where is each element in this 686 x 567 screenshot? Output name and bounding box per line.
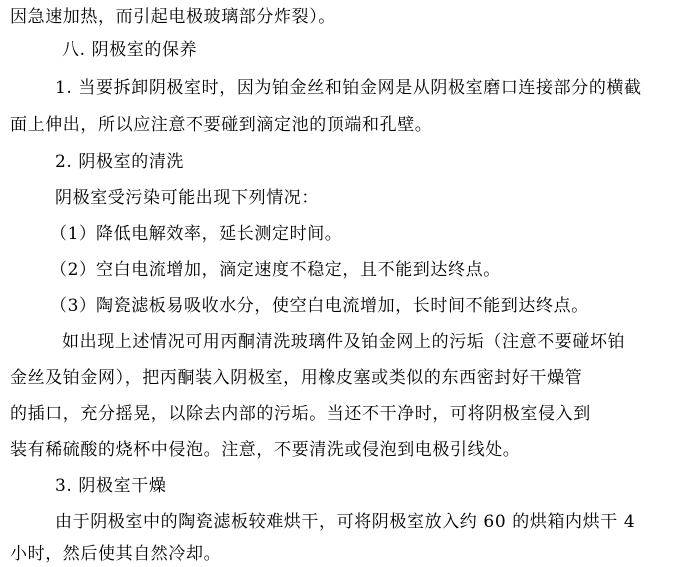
paragraph-line: 由于阴极室中的陶瓷滤板较难烘干，可将阴极室放入约 60 的烘箱内烘干 4 <box>55 512 636 532</box>
paragraph-line: 如出现上述情况可用丙酮清洗玻璃件及铂金网上的污垢（注意不要碰坏铂 <box>62 332 626 352</box>
paragraph-line: 面上伸出，所以应注意不要碰到滴定池的顶端和孔壁。 <box>10 115 433 135</box>
list-item-text: 降低电解效率，延长测定时间。 <box>96 224 343 244</box>
list-item <box>50 294 589 318</box>
paragraph-line: 小时，然后使其自然冷却。 <box>10 544 222 564</box>
list-item-text: 陶瓷滤板易吸收水分，使空白电流增加，长时间不能到达终点。 <box>96 296 589 316</box>
list-item-text: 空白电流增加，滴定速度不稳定，且不能到达终点。 <box>96 260 501 280</box>
section-heading-cathode-maintenance: 八. 阴极室的保养 <box>62 40 198 60</box>
list-item-marker: （2） <box>50 260 97 280</box>
paragraph-line: 因急速加热，而引起电极玻璃部分炸裂）。 <box>10 7 336 27</box>
paragraph-line: 阴极室受污染可能出现下列情况： <box>55 188 319 208</box>
paragraph-line: 金丝及铂金网），把丙酮装入阴极室，用橡皮塞或类似的东西密封好干燥管 <box>10 368 583 388</box>
list-item <box>50 258 501 282</box>
paragraph-line: 装有稀硫酸的烧杯中侵泡。注意，不要清洗或侵泡到电极引线处。 <box>10 440 521 460</box>
subsection-heading-drying: 3. 阴极室干燥 <box>55 476 167 496</box>
paragraph-line: 1. 当要拆卸阴极室时，因为铂金丝和铂金网是从阴极室磨口连接部分的横截 <box>55 78 642 98</box>
list-item <box>50 222 342 246</box>
paragraph-line: 的插口，充分摇晃，以除去内部的污垢。当还不干净时，可将阴极室侵入到 <box>10 404 591 424</box>
subsection-heading-cleaning: 2. 阴极室的清洗 <box>55 152 185 172</box>
list-item-marker: （1） <box>50 224 97 244</box>
list-item-marker: （3） <box>50 296 97 316</box>
